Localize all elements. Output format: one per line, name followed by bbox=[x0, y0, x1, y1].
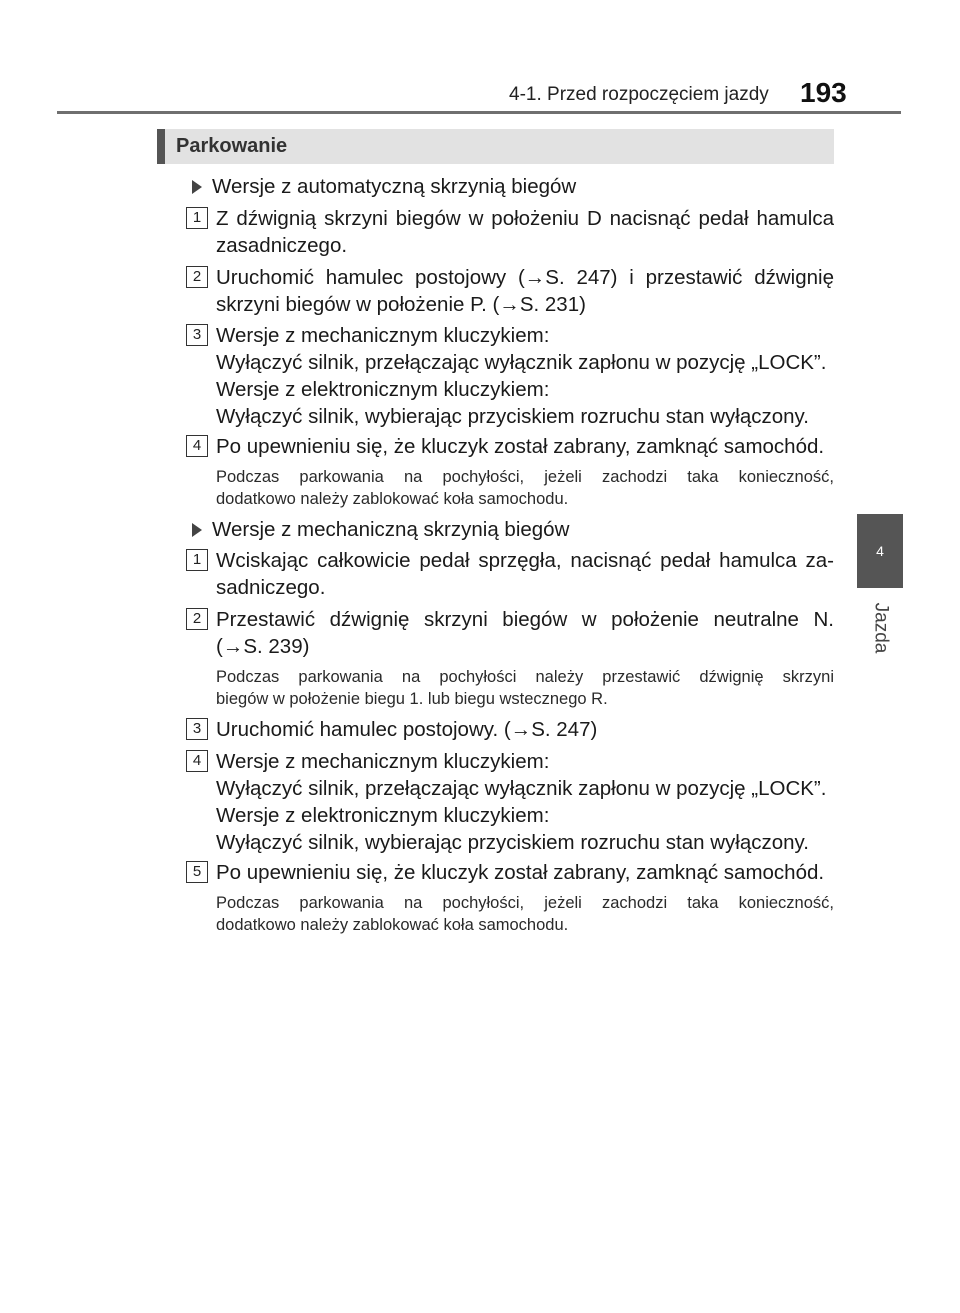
triangle-bullet-icon bbox=[192, 523, 202, 537]
step-number-badge: 3 bbox=[186, 324, 208, 346]
subheading-text: Wersje z automatyczną skrzynią biegów bbox=[212, 175, 577, 198]
running-header-section: 4-1. Przed rozpoczęciem jazdy bbox=[509, 84, 769, 105]
page-number: 193 bbox=[800, 77, 847, 108]
step-number-badge: 4 bbox=[186, 750, 208, 772]
step-number-badge: 1 bbox=[186, 549, 208, 571]
chapter-label: Jazda bbox=[870, 602, 892, 654]
section-title: Parkowanie bbox=[157, 129, 834, 164]
step-number-badge: 2 bbox=[186, 608, 208, 630]
triangle-bullet-icon bbox=[192, 180, 202, 194]
chapter-number: 4 bbox=[876, 543, 884, 559]
subheading-text: Wersje z mechaniczną skrzynią biegów bbox=[212, 518, 570, 541]
step-number-badge: 1 bbox=[186, 207, 208, 229]
step-number-badge: 3 bbox=[186, 718, 208, 740]
step-number-badge: 4 bbox=[186, 435, 208, 457]
chapter-tab bbox=[857, 514, 903, 588]
step-number-badge: 5 bbox=[186, 861, 208, 883]
header-divider bbox=[57, 111, 901, 114]
chapter-label-box bbox=[869, 588, 891, 668]
step-number-badge: 2 bbox=[186, 266, 208, 288]
